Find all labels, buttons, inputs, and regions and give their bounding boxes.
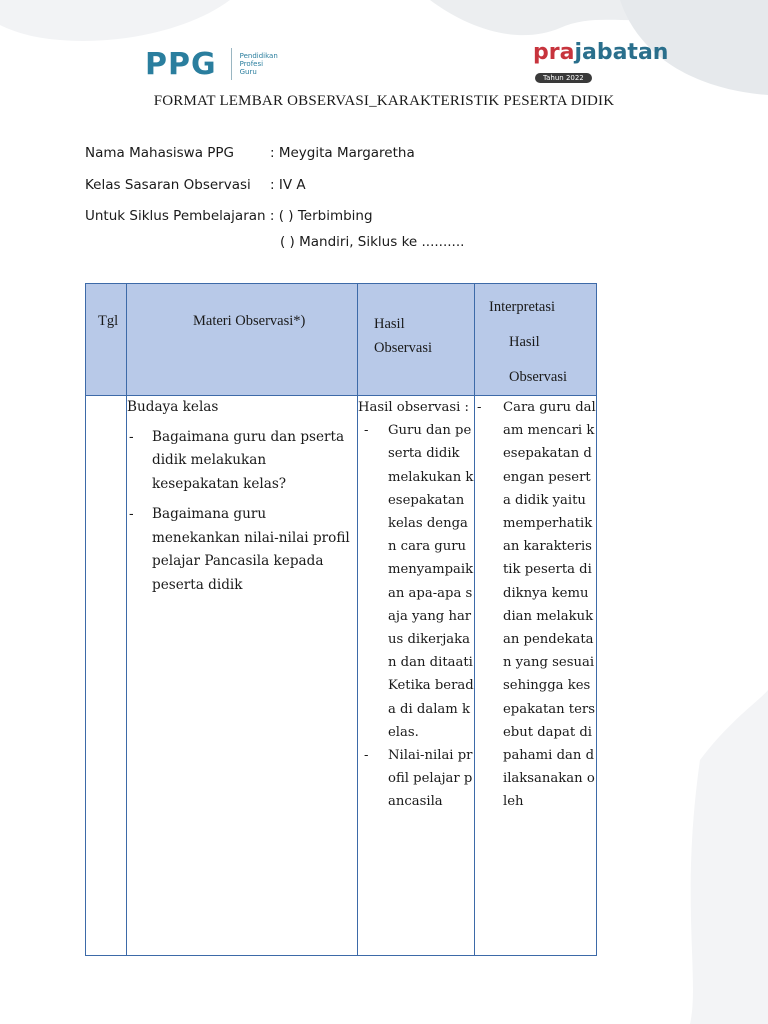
- kelas-label: Kelas Sasaran Observasi: [85, 177, 251, 193]
- table-header-row: [86, 284, 597, 396]
- table-row: [86, 396, 597, 956]
- header-materi: Materi Observasi*): [127, 284, 358, 396]
- prajabatan-logo-word: prajabatan: [533, 40, 669, 65]
- cell-interpretasi: [475, 396, 597, 956]
- info-nama-row: [85, 145, 415, 161]
- prajabatan-year-badge: Tahun 2022: [535, 73, 592, 83]
- info-kelas-row: [85, 177, 306, 193]
- hasil-item: - Nilai-nilai profil pelajar pancasila: [364, 748, 473, 810]
- nama-value: : Meygita Margaretha: [270, 145, 415, 161]
- cell-hasil: [358, 396, 475, 956]
- kelas-value: : IV A: [270, 177, 306, 193]
- ppg-logo-divider: [231, 48, 232, 80]
- interp-item: - Cara guru dalam mencari kesepakatan dengan peserta didik yaitu memperhatikan karakteristik peserta didiknya kemudian melakukan pendekatan yang sesuai sehingga kesepakatan tersebut dapat dipahami dan dilaksanakan oleh: [477, 400, 596, 810]
- siklus-option-mandiri: ( ) Mandiri, Siklus ke ..........: [280, 234, 465, 250]
- cell-tgl: [86, 396, 127, 956]
- header-hasil: Hasil Observasi: [358, 284, 475, 396]
- materi-item: - Bagaimana guru dan pserta didik melakukan kesepakatan kelas?: [129, 428, 345, 492]
- header-tgl: Tgl: [86, 284, 127, 396]
- materi-item: - Bagaimana guru menekankan nilai-nilai profil pelajar Pancasila kepada peserta didik: [129, 506, 350, 593]
- ppg-logo: [145, 44, 278, 84]
- materi-heading: Budaya kelas: [127, 399, 219, 415]
- info-siklus-row: [85, 208, 373, 224]
- ppg-logo-word: PPG: [145, 46, 217, 82]
- hasil-heading: Hasil observasi :: [358, 400, 469, 415]
- ppg-logo-subtitle: Pendidikan Profesi Guru: [239, 52, 278, 76]
- nama-label: Nama Mahasiswa PPG: [85, 145, 235, 161]
- siklus-option-terbimbing: ( ) Terbimbing: [278, 208, 373, 224]
- observation-table: [85, 283, 597, 956]
- document-title: FORMAT LEMBAR OBSERVASI_KARAKTERISTIK PESERTA DIDIK: [153, 93, 615, 109]
- cell-materi: [127, 396, 358, 956]
- info-siklus-row-2: [280, 234, 464, 250]
- header-interpretasi: Interpretasi Hasil Observasi: [475, 284, 597, 396]
- hasil-item: - Guru dan peserta didik melakukan kesepakatan kelas dengan cara guru menyampaikan apa-apa saja yang harus dikerjakan dan ditaati Ketika berada di dalam kelas.: [364, 423, 474, 740]
- siklus-label: Untuk Siklus Pembelajaran :: [85, 208, 275, 224]
- prajabatan-logo: [533, 40, 668, 84]
